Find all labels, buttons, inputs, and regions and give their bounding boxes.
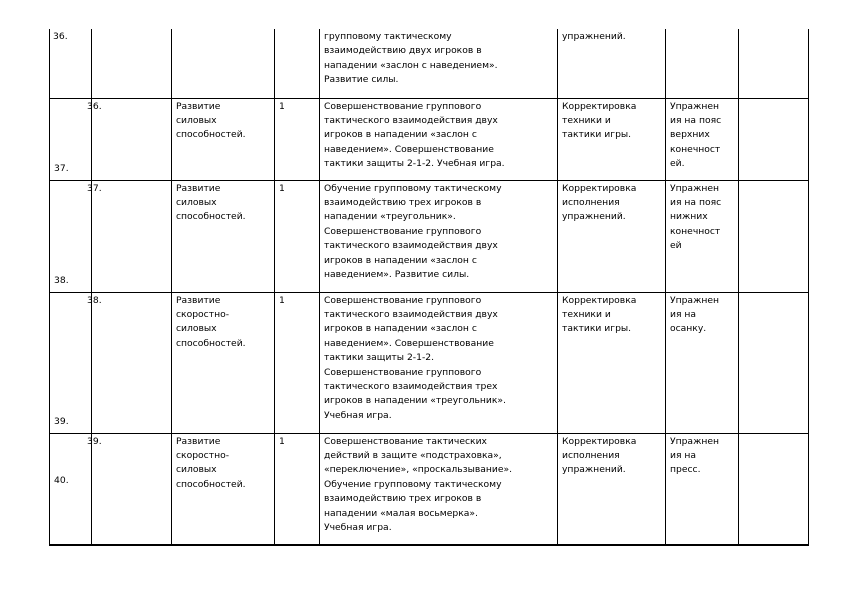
correction-cell (558, 180, 666, 292)
lesson-number-cell (50, 433, 102, 545)
table-row (50, 98, 809, 180)
lesson-number: 39. (54, 416, 69, 428)
lesson-number-original: 39. (87, 435, 102, 447)
hours-cell (275, 29, 320, 98)
lesson-number-cell (50, 292, 102, 433)
homework-text: Упражнен ия на пояс верхних конечност ей. (670, 100, 722, 170)
hours-text: 1 (279, 100, 285, 112)
lesson-number-cell (50, 180, 102, 292)
hours-text: 1 (279, 294, 285, 306)
table-row (50, 29, 809, 98)
lesson-number: 36. (53, 31, 68, 42)
lesson-number: 40. (54, 474, 69, 486)
lesson-number: 38. (54, 275, 69, 287)
content-text: Совершенствование группового тактического взаимодействия двух игроков в нападении «заслон с наведением». Совершенствование тактики защиты 2-1-2. Совершенствование группового тактического взаимодействия трех игроков в нападении «треугольник». Учебная игра. (324, 294, 506, 421)
topic-text: Развитие скоростно- силовых способностей. (176, 294, 246, 349)
empty-cell (92, 180, 172, 292)
topic-cell (172, 433, 275, 545)
correction-text: Корректировка техники и тактики игры. (562, 294, 637, 335)
correction-text: упражнений. (562, 31, 626, 42)
topic-text: Развитие силовых способностей. (176, 100, 246, 141)
table-row (50, 180, 809, 292)
extra-cell (739, 29, 809, 98)
homework-text: Упражнен ия на пресс. (670, 435, 720, 476)
correction-cell (558, 29, 666, 98)
hours-cell (275, 98, 320, 180)
topic-cell (172, 180, 275, 292)
empty-cell (92, 98, 172, 180)
extra-cell (739, 292, 809, 433)
hours-cell (275, 292, 320, 433)
homework-cell (666, 433, 739, 545)
content-text: групповому тактическому взаимодействию двух игроков в нападении «заслон с наведением». Развитие силы. (324, 31, 498, 86)
correction-cell (558, 433, 666, 545)
correction-text: Корректировка исполнения упражнений. (562, 435, 637, 476)
hours-text: 1 (279, 435, 285, 447)
topic-cell (172, 98, 275, 180)
content-cell (320, 433, 558, 545)
homework-cell (666, 180, 739, 292)
homework-cell (666, 98, 739, 180)
table-row (50, 292, 809, 433)
table-body (50, 29, 809, 545)
empty-cell (92, 433, 172, 545)
lesson-number-original: 37. (87, 182, 102, 194)
homework-text: Упражнен ия на пояс нижних конечност ей (670, 182, 722, 252)
table-row (50, 433, 809, 545)
content-cell (320, 180, 558, 292)
correction-cell (558, 292, 666, 433)
homework-cell (666, 29, 739, 98)
extra-cell (739, 180, 809, 292)
content-text: Обучение групповому тактическому взаимодействию трех игроков в нападении «треугольник». Совершенствование группового тактического взаимодействия двух игроков в нападении «заслон с наведением». Развитие силы. (324, 182, 502, 280)
hours-cell (275, 180, 320, 292)
topic-text: Развитие силовых способностей. (176, 182, 246, 223)
lesson-number-cell (50, 29, 92, 98)
empty-cell (92, 29, 172, 98)
content-text: Совершенствование тактических действий в защите «подстраховка», «переключение», «проскальзывание». Обучение групповому тактическому взаимодействию трех игроков в нападении «малая восьмерка». Учебная игра. (324, 435, 513, 533)
homework-cell (666, 292, 739, 433)
content-cell (320, 98, 558, 180)
content-text: Совершенствование группового тактического взаимодействия двух игроков в нападении «заслон с наведением». Совершенствование тактики защиты 2-1-2. Учебная игра. (324, 100, 505, 170)
topic-cell (172, 29, 275, 98)
correction-text: Корректировка исполнения упражнений. (562, 182, 637, 223)
homework-text: Упражнен ия на осанку. (670, 294, 720, 335)
correction-cell (558, 98, 666, 180)
correction-text: Корректировка техники и тактики игры. (562, 100, 637, 141)
lesson-plan-table (49, 29, 809, 546)
lesson-number-original: 36. (87, 100, 102, 112)
lesson-number-original: 38. (87, 294, 102, 306)
content-cell (320, 29, 558, 98)
lesson-number-cell (50, 98, 102, 180)
content-cell (320, 292, 558, 433)
extra-cell (739, 433, 809, 545)
extra-cell (739, 98, 809, 180)
topic-cell (172, 292, 275, 433)
topic-text: Развитие скоростно- силовых способностей. (176, 435, 246, 490)
empty-cell (92, 292, 172, 433)
hours-cell (275, 433, 320, 545)
hours-text: 1 (279, 182, 285, 194)
lesson-number: 37. (54, 163, 69, 175)
